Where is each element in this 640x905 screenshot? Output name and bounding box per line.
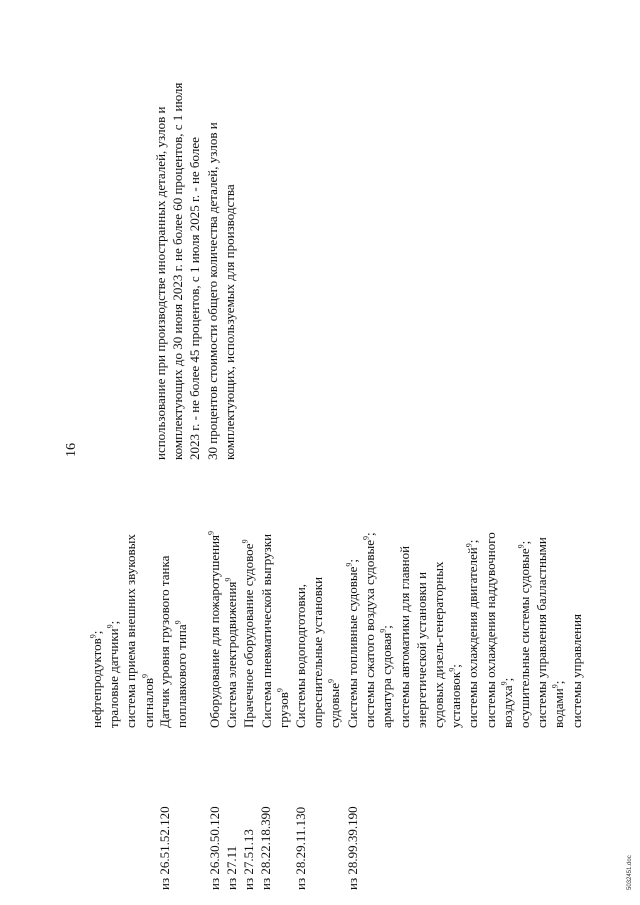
product-line: воздуха$^9$; bbox=[499, 677, 515, 728]
okpd-code-cell bbox=[292, 730, 309, 890]
product-line: Системы топливные судовые$^9$; bbox=[344, 559, 360, 728]
product-name-cell bbox=[292, 478, 344, 728]
product-line: системы управления балластными bbox=[534, 537, 550, 728]
product-line: Прачечное оборудование судовое$^9$ bbox=[241, 539, 257, 728]
product-line: системы управления bbox=[568, 613, 584, 728]
requirement-condition-text bbox=[152, 40, 238, 460]
product-name-cell bbox=[344, 478, 585, 728]
product-line: осушительные системы судовые$^9$; bbox=[516, 540, 533, 728]
product-line: поплавкового типа$^9$ bbox=[173, 620, 190, 728]
product-line: системы охлаждения наддувочного bbox=[482, 532, 498, 728]
condition-line: комплектующих, используемых для производства bbox=[221, 184, 237, 460]
product-line: энергетической установки и bbox=[413, 571, 429, 728]
product-name-cell bbox=[156, 478, 190, 728]
condition-line: 2023 г. - не более 45 процентов, с 1 июля 2025 г. - не более bbox=[187, 137, 203, 460]
product-line: грузов$^9$ bbox=[275, 688, 291, 728]
product-name-cell bbox=[88, 478, 157, 728]
product-line: арматура судовая$^9$; bbox=[379, 625, 395, 728]
okpd-code-cell bbox=[344, 730, 361, 890]
product-line: Оборудование для пожаротушения$^9$ bbox=[206, 530, 222, 728]
product-line: Система электродвижения$^9$ bbox=[223, 577, 240, 728]
condition-line: использование при производстве иностранных деталей, узлов и bbox=[153, 106, 168, 460]
product-line: установок$^9$; bbox=[447, 664, 464, 728]
product-line: Системы водоподготовки, bbox=[293, 583, 308, 728]
product-line: Датчик уровня грузового танка bbox=[157, 555, 172, 728]
product-line: системы автоматики для главной bbox=[396, 545, 412, 728]
product-line: судовых дизель-генераторных bbox=[431, 561, 447, 728]
footer-file-code: 5032451.doc bbox=[627, 855, 633, 890]
okpd-code: из 27.51.13 bbox=[241, 829, 256, 890]
okpd-code: из 26.30.50.120 bbox=[207, 806, 222, 890]
rotated-document-page bbox=[60, 30, 640, 890]
okpd-code: из 28.99.39.190 bbox=[345, 806, 360, 890]
product-line: нефтепродуктов$^9$; bbox=[88, 630, 104, 728]
page-number: 16 bbox=[64, 443, 79, 457]
okpd-code-cell bbox=[156, 730, 173, 890]
product-line: опреснительные установки bbox=[310, 576, 326, 728]
okpd-code: из 28.29.11.130 bbox=[293, 806, 308, 890]
okpd-code-cell bbox=[206, 730, 274, 890]
condition-line: 30 процентов стоимости общего количества деталей, узлов и bbox=[204, 122, 220, 460]
product-line: судовые$^9$ bbox=[327, 678, 343, 728]
product-name-cell bbox=[206, 478, 292, 728]
product-line: системы сжатого воздуха судовые$^9$; bbox=[361, 532, 378, 728]
product-line: сигналов$^9$ bbox=[140, 673, 156, 728]
okpd-code: из 26.51.52.120 bbox=[157, 806, 172, 890]
condition-line: комплектующих до 30 июня 2023 г. не более 60 процентов, с 1 июля bbox=[170, 82, 186, 460]
product-line: системы охлаждения двигателей$^9$; bbox=[465, 539, 481, 728]
product-line: траловые датчики$^9$; bbox=[105, 620, 122, 728]
product-line: водами$^9$; bbox=[551, 680, 567, 728]
product-line: система приема внешних звуковых bbox=[123, 534, 139, 728]
okpd-code: из 28.22.18.390 bbox=[258, 806, 273, 890]
product-line: Система пневматической выгрузки bbox=[258, 533, 274, 728]
okpd-code: из 27.11 bbox=[224, 845, 239, 890]
